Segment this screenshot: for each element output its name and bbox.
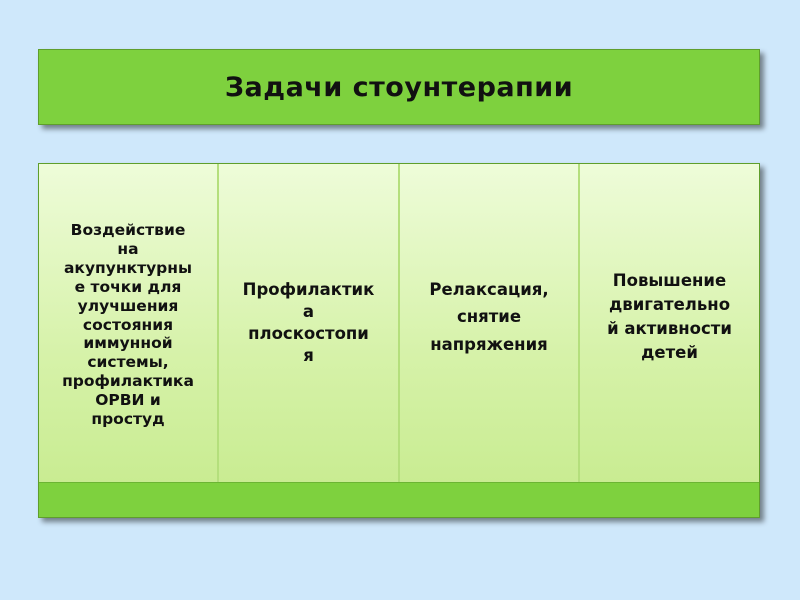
tasks-table: [38, 163, 760, 518]
task-text: Релаксация, снятие напряжения: [429, 280, 549, 354]
slide-title-banner: [38, 49, 760, 125]
tasks-row: [39, 164, 759, 482]
task-cell-motor-activity: [580, 164, 759, 482]
slide-title: Задачи стоунтерапии: [224, 71, 574, 103]
task-cell-acupuncture: [39, 164, 219, 482]
task-text: Воздействие на акупунктурны е точки для улучшения состояния иммунной системы, профилактика ОРВИ и простуд: [62, 221, 194, 429]
task-text: Повышение двигательно й активности детей: [607, 271, 732, 362]
task-text: Профилактик а плоскостопи я: [242, 280, 375, 365]
task-cell-relaxation: [400, 164, 580, 482]
task-cell-flatfoot-prevention: [219, 164, 400, 482]
table-footer-bar: [39, 482, 759, 517]
